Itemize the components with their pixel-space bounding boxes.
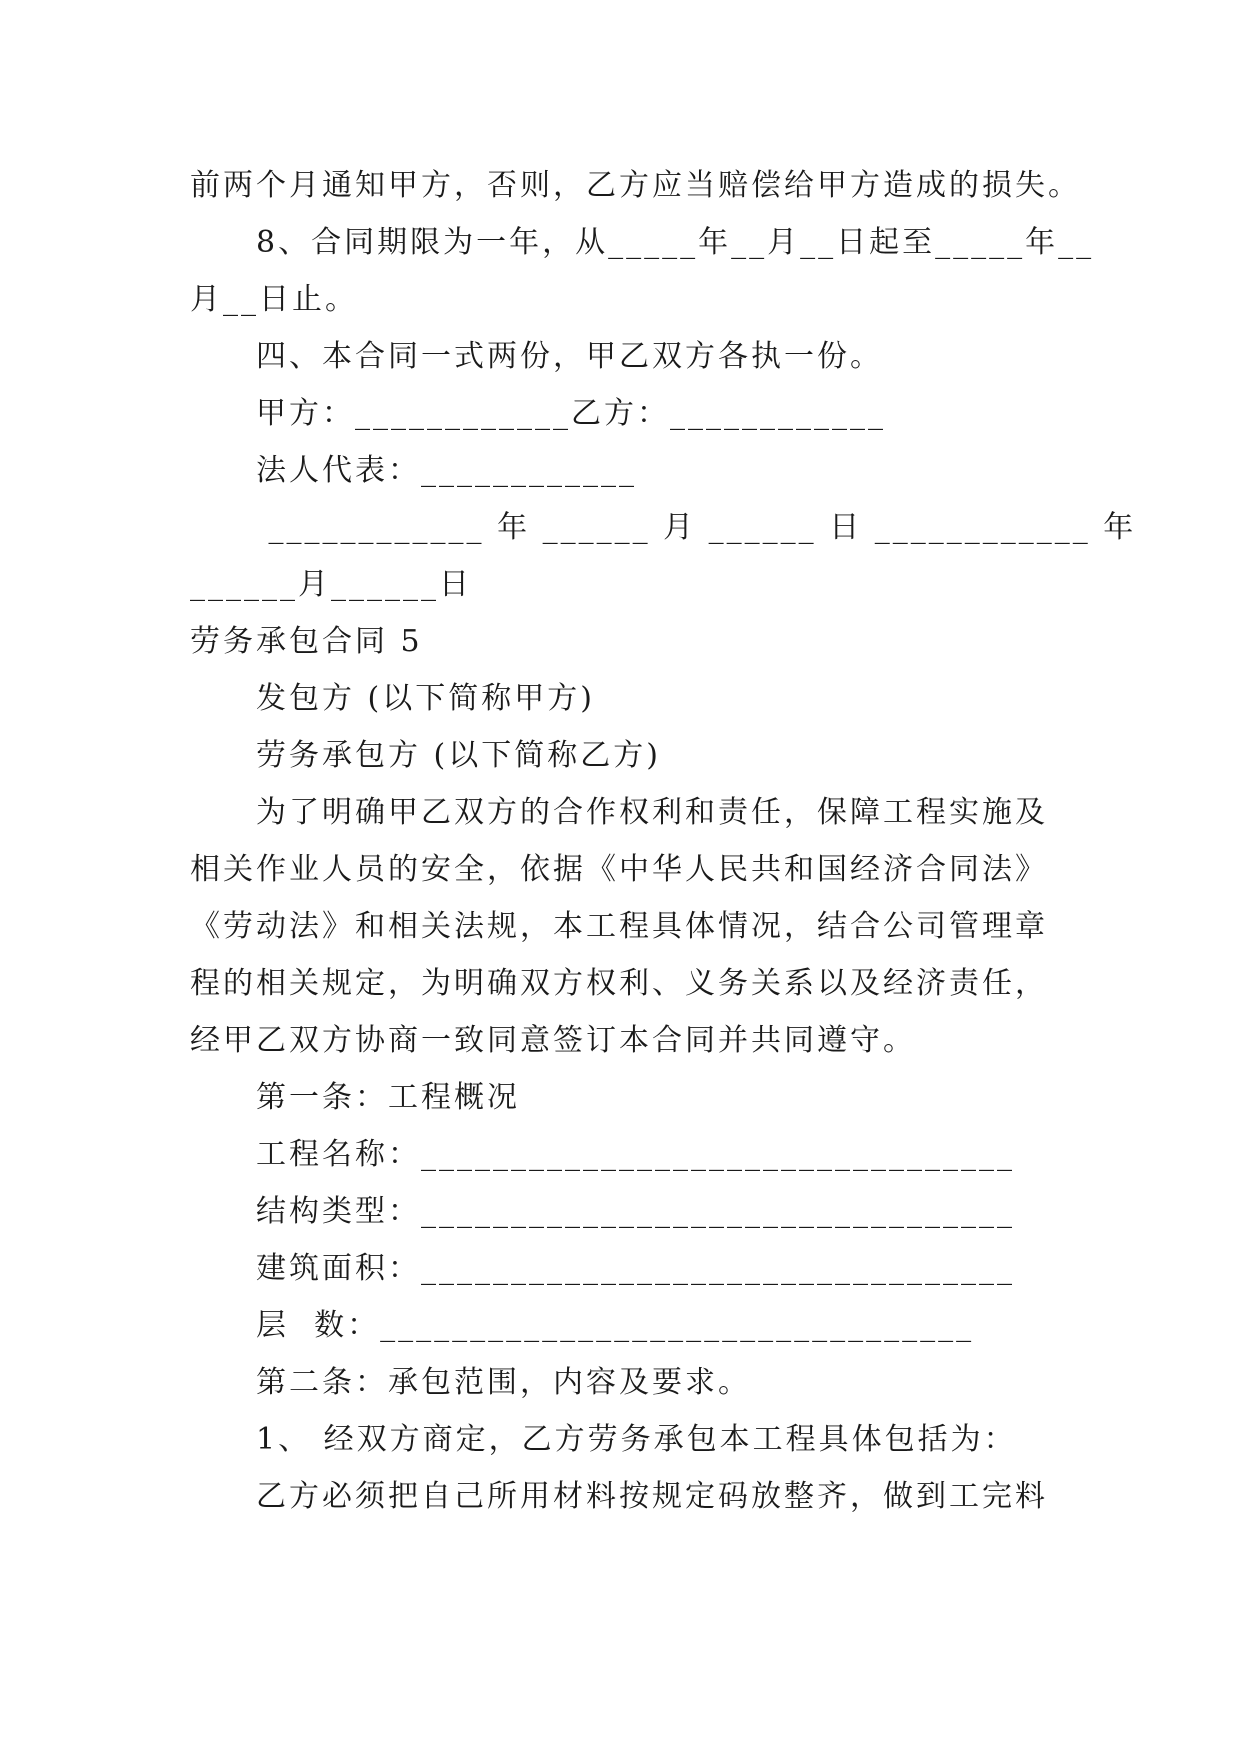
form-field-line: 建筑面积：_________________________________ bbox=[256, 1251, 1015, 1286]
form-field-line: 结构类型：_________________________________ bbox=[256, 1194, 1015, 1229]
text-line: 为了明确甲乙双方的合作权利和责任，保障工程实施及 bbox=[256, 795, 1048, 830]
form-field-line: 层 数：_________________________________ bbox=[256, 1308, 975, 1343]
text-line: 前两个月通知甲方，否则，乙方应当赔偿给甲方造成的损失。 bbox=[190, 168, 1081, 203]
signature-party-line: 甲方：____________乙方：____________ bbox=[256, 396, 886, 431]
date-line: ______月______日 bbox=[190, 567, 472, 602]
text-line: 乙方必须把自己所用材料按规定码放整齐，做到工完料 bbox=[256, 1479, 1048, 1514]
article-heading: 第二条：承包范围，内容及要求。 bbox=[256, 1365, 751, 1400]
text-line: 劳务承包方 (以下简称乙方) bbox=[256, 738, 661, 773]
text-line: 经甲乙双方协商一致同意签订本合同并共同遵守。 bbox=[190, 1023, 916, 1058]
text-line: 8、合同期限为一年，从_____年__月__日起至_____年__ bbox=[256, 225, 1095, 260]
text-line: 发包方 (以下简称甲方) bbox=[256, 681, 595, 716]
text-line: 《劳动法》和相关法规，本工程具体情况，结合公司管理章 bbox=[190, 909, 1048, 944]
legal-representative-line: 法人代表：____________ bbox=[256, 453, 637, 488]
date-line: ____________ 年 ______ 月 ______ 日 ____________ 年 bbox=[256, 510, 1137, 545]
article-heading: 第一条：工程概况 bbox=[256, 1080, 520, 1115]
text-line: 四、本合同一式两份，甲乙双方各执一份。 bbox=[256, 339, 883, 374]
text-line: 程的相关规定，为明确双方权利、义务关系以及经济责任， bbox=[190, 966, 1048, 1001]
text-line: 相关作业人员的安全，依据《中华人民共和国经济合同法》 bbox=[190, 852, 1048, 887]
section-title: 劳务承包合同 5 bbox=[190, 624, 423, 659]
text-line: 月__日止。 bbox=[190, 282, 358, 317]
text-line: 1、 经双方商定，乙方劳务承包本工程具体包括为： bbox=[256, 1422, 1017, 1457]
form-field-line: 工程名称：_________________________________ bbox=[256, 1137, 1015, 1172]
